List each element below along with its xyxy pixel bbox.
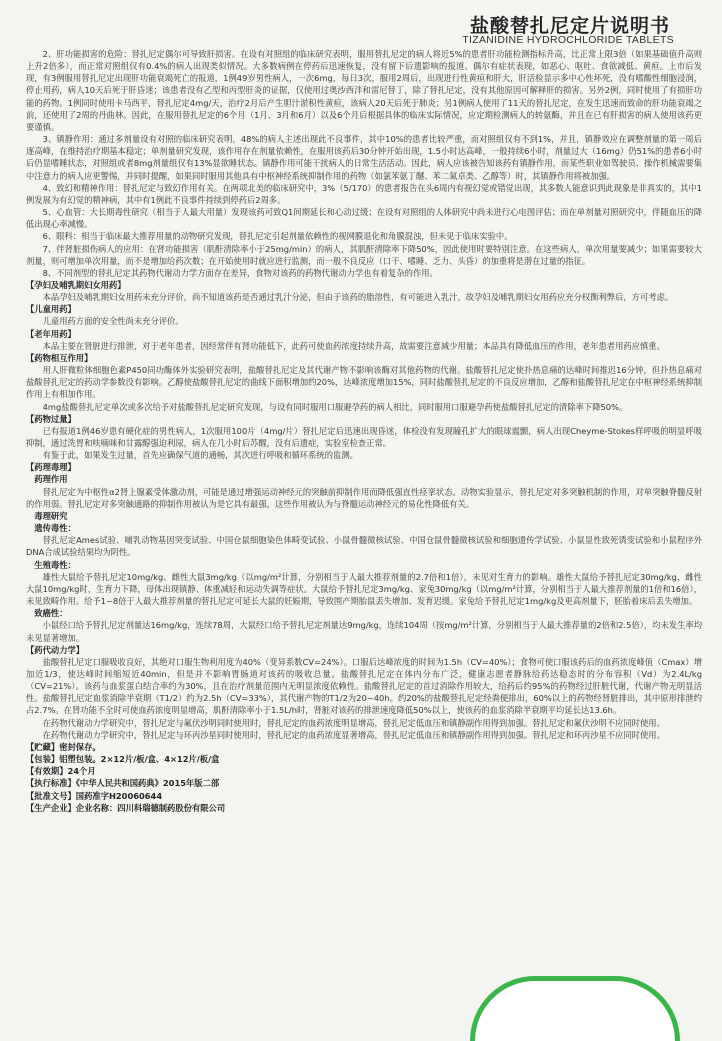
paragraph: 2、肝功能损害的危险：替扎尼定偶尔可导致肝损害。在设有对照组的临床研究表明，服用替扎尼定的病人将近5%的患者肝功能检测指标升高，比正常上限3倍（如果基础值升高则上升2倍多），而正常对照组仅有0.4%的病人出现类似情况。大多数病例在停药后迅速恢复，没有留下后遗影响的报道。偶尔有症状表现，如恶心、呕吐、食欲减低、黄疸。上市后发现，有3例服用替扎尼定出现肝功能衰竭死亡的报道，1例49岁男性病人，一次6mg，每日3次，服用2周后，出现进行性黄疸和肝大，肝活检显示多中心性坏死，没有嗜酸性细胞浸润，停止用药，病人10天后死于肝昏迷；该患者没有乙型和丙型肝炎的证据，仅使用过奥沙西泮和雷尼替丁，除了替扎尼定，没有其他原因可解释肝的损害。另外2例，同时使用了有损肝功能的药物。1例同时使用卡马西平，替扎尼定4mg/天，治疗2月后产生胆汁淤积性黄疸，该病人20天后死于肺炎；另1例病人使用了11天的替扎尼定，在发生迅速而致命的肝功能衰竭之前，还使用了2周的丹曲林。因此，在服用替扎尼定的6个月（1月、3月和6月）以及6个月后根据具体的临床实际情况，应定期检测病人的转氨酶，并且在已有肝损害的病人使用该药更要谨慎。 [26, 49, 702, 132]
paragraph: 8、不同剂型的替扎尼定其药物代谢动力学方面存在差异，食物对该药的药物代谢动力学也有着复杂的作用。 [42, 267, 438, 278]
paragraph: 4mg盐酸替扎尼定单次或多次给予对盐酸替扎尼定研究发现，与设有同时服用口服避孕药的病人相比，同时服用口服避孕药使盐酸替扎尼定的清除率下降50%。 [42, 401, 628, 412]
sub-heading: 遗传毒性： [34, 523, 76, 534]
paragraph: 6、眼科：相当于临床最大推荐用量的动物研究发现，替扎尼定引起剂量依赖性的视网膜退化和角膜混浊，但未见于临床实验中。 [42, 231, 513, 242]
document-title: 盐酸替扎尼定片说明书 [469, 15, 670, 37]
section-heading: 【孕妇及哺乳期妇女用药】 [26, 279, 126, 290]
section-heading: 【老年用药】 [26, 328, 76, 339]
section-heading: 【批准文号】国药准字H20060644 [26, 790, 163, 801]
paragraph: 有鉴于此，如果发生过量，首先应确保气道的通畅，其次进行呼吸和循环系统的监测。 [42, 450, 358, 461]
section-heading: 【药物相互作用】 [26, 352, 93, 363]
sub-heading: 生殖毒性： [34, 559, 76, 570]
leaflet-body [26, 48, 702, 814]
paragraph: 本品主要在肾脏进行排泄，对于老年患者，因经常伴有肾功能低下，此药可使血药浓度持续升高，故需要注意减少用量；本品具有降低血压的作用，老年患者用药应慎重。 [42, 340, 665, 351]
paragraph: 替扎尼定为中枢性α2肾上腺素受体激动剂，可能是通过增强运动神经元的突触前抑制作用而降低强直性痉挛状态。动物实验显示，替扎尼定对多突触机制的作用，对单突触脊髓反射的作用弱。替扎尼定对多突触通路的抑制作用被认为是它具有最强，这些作用被认为与脊髓运动神经元的易化性降低有关。 [26, 486, 702, 509]
section-heading: 【药物过量】 [26, 413, 76, 424]
section-heading: 【有效期】24个月 [26, 766, 96, 777]
green-stamp-mark [470, 976, 680, 1041]
paragraph: 替扎尼定Ames试验、哺乳动物基因突变试验、中国仓鼠细胞染色体畸变试验、小鼠骨髓微核试验、中国仓鼠骨髓微核试验和细胞遗传学试验、小鼠显性致死诱变试验和小鼠程序外DNA合成试验结果均为阴性。 [26, 535, 702, 558]
paragraph: 已有报道1例46岁患有硬化症的男性病人，1次服用100片（4mg/片）替扎尼定后迅速出现昏迷，体检没有发现瞳孔扩大的眼球震颤，病人出现Cheyme-Stokes样呼吸的明显呼吸抑制，通过洗胃和呋喃咪和甘露醇强迫利尿，病人在几小时后苏醒，没有后遗症，实验室检查正常。 [26, 425, 702, 448]
paragraph: 3、镇静作用：通过多剂量设有对照的临床研究表明，48%的病人主述出现此不良事件，其中10%的患者比较严重，而对照组仅有不到1%，并且，镇静效应在调整剂量的第一周后逐高峰，在维持治疗期基本稳定；单剂量研究发现，该作用存在剂量依赖性，在服用该药后30分钟开始出现，1.5小时达高峰，一般持续6小时，剂量过大（16mg）仍51%的患者6小时后仍显嗜睡状态，对照组或者8mg剂量组仅有13%显欲睡状态。镇静作用可能干扰病人的日常生活活动。因此，病人应该被告知该药有镇静作用，而某些职业如驾驶员、操作机械需要集中注意力的病人应更警惕，并同时提醒，如果同时服用其他具有中枢神经系统抑制作用的药物（如氯苯氨丁醚、苯二氮卓类、乙醇等）时，其镇静作用将被加强。 [26, 134, 702, 181]
paragraph: 儿童用药方面的安全性尚未充分评价。 [42, 316, 184, 327]
sub-heading: 药理作用 [34, 474, 68, 485]
paragraph: 在药物代谢动力学研究中，替扎尼定与环丙沙星同时使用时，替扎尼定的血药浓度显著增高，替扎尼定低血压和镇静副作用得到加强。替扎尼定和环丙沙星不应同时使用。 [42, 729, 665, 740]
paragraph: 本品孕妇及哺乳期妇女用药未充分评价，尚不知道该药是否通过乳汁分泌，但由于该药的脂溶性，有可能进入乳汁，故孕妇及哺乳期妇女用药应充分权衡利弊后，方可考虑。 [42, 292, 674, 303]
paragraph: 4、致幻和精神作用：替扎尼定与致幻作用有关。在两项北美的临床研究中，3%（5/170）的患者报告在头6周内有视幻觉或错觉出现，其多数人能意识到此现象是非真实的，其中1例发展为有幻觉的精神病，其中有1例此不良事件持续到停药后2周多。 [26, 182, 702, 205]
section-heading: 【包装】铝塑包装。2×12片/板/盒、4×12片/板/盒 [26, 754, 220, 765]
paragraph: 5、心血管：大长期毒性研究（相当于人最大用量）发现该药可致Q1间期延长和心动过缓；在设有对照组的人体研究中尚未进行心电图评估；而在单剂量对照研究中，伴随血压的降低出现心率减慢。 [26, 207, 702, 230]
paragraph: 盐酸替扎尼定口服吸收良好，其绝对口服生物利用度为40%（变异系数CV=24%）。口服后达峰浓度的时间为1.5h（CV=40%）；食物可使口服该药后的血药浓度峰值（Cmax）增加近1/3，使达峰时间缩短近40min，但是并不影响胃肠道对该药的吸收总量。盐酸替扎尼定在体内分布广泛，健康志愿者静脉给药达稳态时的分布容积（Vd）为2.4L/kg（CV=21%）。该药与血浆蛋白结合率约为30%，且在治疗剂量范围内无明显浓度依赖性。盐酸替扎尼定的首过消除作用较大，给药后约95%的药物经过肝脏代谢，代谢产物无明显活性。盐酸替扎尼定血浆消除半衰期（T1/2）约为2.5h（CV=33%），其代谢产物的T1/2为20~40h。约20%的盐酸替扎尼定经粪便排出，60%以上的药物经肾脏排出，其中原形排泄约占2.7%。在肾功能不全时可使血药浓度明显增高，肌酐清除率小于1.5L/h时，肾脏对该药的排泄速度降低50%以上，使该药的血浆消除半衰期平均延长达13.6h。 [26, 656, 702, 716]
paragraph: 小鼠经口给予替扎尼定剂量达16mg/kg，连续78周，大鼠经口给予替扎尼定剂量达9mg/kg，连续104周（按mg/m²计算，分别相当于人最大推荐量的2倍和2.5倍），均未发生率均未见显著增加。 [26, 620, 702, 643]
section-heading: 【药理毒理】 [26, 462, 76, 473]
sub-heading: 致癌性： [34, 608, 68, 619]
paragraph: 7、伴肾脏损伤病人的应用：在肾功能损害（肌酐清除率小于25mg/min）的病人，其肌酐清除率下降50%，因此使用时要特别注意。在这些病人，单次用量要减少；如果需要较大剂量，则可增加单次用量，而不是增加给药次数；在开始使用时就应进行监测，而一般不良反应（口干、嗜睡、乏力、头昏）的加重将是潜在过量的指征。 [26, 243, 702, 266]
paragraph: 用人肝微粒体细胞色素P450同功酶体外实验研究表明，盐酸替扎尼定及其代谢产物不影响该酶对其他药物的代谢。盐酸替扎尼定使扑热息痛的达峰时间推迟16分钟，但扑热息痛对盐酸替扎尼定的药动学参数没有影响。乙醇使盐酸替扎尼定的曲线下面积增加约20%，达峰浓度增加15%，同时盐酸替扎尼定的不良反应增加，乙醇和盐酸替扎尼定在中枢神经系统抑制作用上有相加作用。 [26, 365, 702, 400]
section-heading: 【生产企业】企业名称：四川科瑞德制药股份有限公司 [26, 802, 226, 813]
sub-heading: 毒理研究 [34, 510, 68, 521]
section-heading: 【药代动力学】 [26, 644, 85, 655]
paragraph: 在药物代谢动力学研究中，替扎尼定与氟伏沙明同时使用时，替扎尼定的血药浓度明显增高，替扎尼定低血压和镇静副作用得到加强。替扎尼定和氟伏沙明不应同时使用。 [42, 717, 665, 728]
paragraph: 雄性大鼠给予替扎尼定10mg/kg、雌性大鼠3mg/kg（以mg/m²计算，分别相当于人最大推荐剂量的2.7倍和1倍），未见对生育力的影响。雄性大鼠给予替扎尼定30mg/kg、雌性大鼠10mg/kg时，生育力下降，母体出现镇静、体重减轻和运动失调等症状。大鼠给予替扎尼定3mg/kg、家兔30mg/kg（以mg/m²计算，分别相当于人最大推荐剂量的1倍和16倍），未见致畸作用。给予1~8倍于人最大推荐剂量的替扎尼定可延长大鼠的妊娠期，导致围产期胎鼠丢失增加、发育迟缓。家兔给予替扎尼定1mg/kg及更高剂量下，胚胎着床后丢失增加。 [26, 571, 702, 607]
section-heading: 【贮藏】密封保存。 [26, 741, 101, 752]
section-heading: 【儿童用药】 [26, 304, 76, 315]
document-subtitle-en: TIZANIDINE HYDROCHLORIDE TABLETS [462, 34, 674, 46]
section-heading: 【执行标准】《中华人民共和国药典》2015年版二部 [26, 778, 220, 789]
